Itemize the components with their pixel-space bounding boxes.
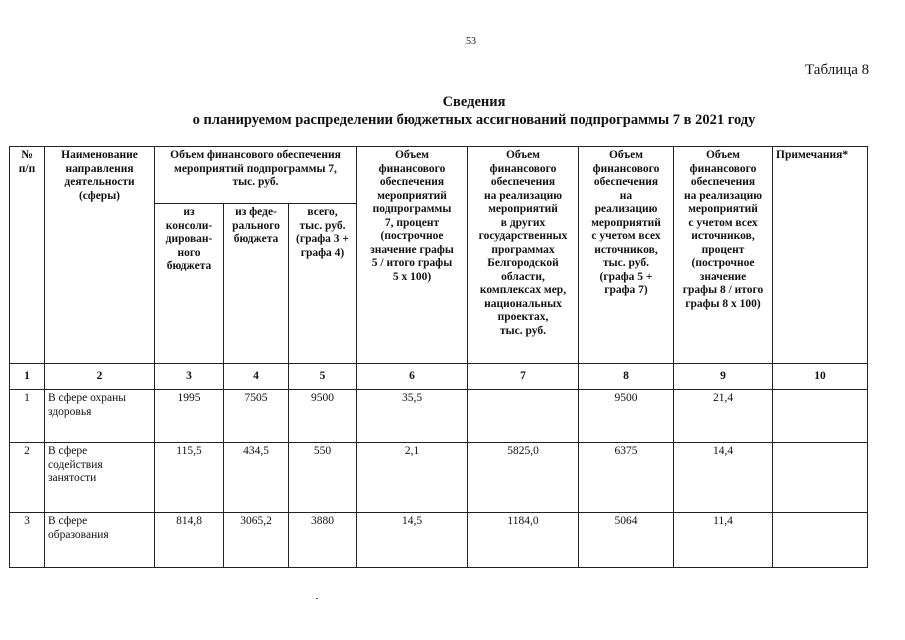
cell-other-programs: 1184,0 [468, 513, 579, 568]
document-title [0, 93, 905, 129]
cell-note [773, 443, 868, 513]
cell-federal: 3065,2 [224, 513, 289, 568]
column-number: 9 [674, 364, 773, 390]
cell-all-sources: 6375 [579, 443, 674, 513]
cell-federal: 7505 [224, 390, 289, 443]
table-row [10, 390, 868, 443]
budget-allocation-table [9, 146, 868, 568]
column-number: 7 [468, 364, 579, 390]
header-col7-other-programs: Объем финансового обеспечения на реализацию мероприятий в других государственных программах Белгородской области, комплексах мер, национальных проектах, тыс. руб. [468, 147, 579, 364]
cell-consolidated: 1995 [155, 390, 224, 443]
cell-all-sources-percent: 11,4 [674, 513, 773, 568]
column-number: 1 [10, 364, 45, 390]
header-name: Наименование направления деятельности (сферы) [45, 147, 155, 364]
cell-all-sources: 9500 [579, 390, 674, 443]
table-row [10, 443, 868, 513]
row-number: 3 [10, 513, 45, 568]
cell-other-programs: 5825,0 [468, 443, 579, 513]
table-row [10, 513, 868, 568]
header-col10-notes: Примечания* [773, 147, 868, 364]
header-financing-group: Объем финансового обеспечения мероприятий подпрограммы 7, тыс. руб. [155, 147, 357, 204]
cell-total: 550 [289, 443, 357, 513]
row-number: 1 [10, 390, 45, 443]
row-name: В сфере охраны здоровья [45, 390, 155, 443]
cell-consolidated: 115,5 [155, 443, 224, 513]
page-number: 53 [466, 36, 476, 47]
scan-speck [316, 598, 318, 599]
header-col8-all-sources: Объем финансового обеспечения на реализацию мероприятий с учетом всех источников, тыс. руб. (графа 5 + графа 7) [579, 147, 674, 364]
column-number: 2 [45, 364, 155, 390]
cell-federal: 434,5 [224, 443, 289, 513]
cell-percent: 35,5 [357, 390, 468, 443]
column-number-row [10, 364, 868, 390]
header-sub-total: всего, тыс. руб. (графа 3 + графа 4) [289, 204, 357, 364]
cell-note [773, 513, 868, 568]
column-number: 10 [773, 364, 868, 390]
column-number: 8 [579, 364, 674, 390]
column-number: 5 [289, 364, 357, 390]
cell-total: 9500 [289, 390, 357, 443]
cell-all-sources-percent: 21,4 [674, 390, 773, 443]
column-number: 3 [155, 364, 224, 390]
column-number: 6 [357, 364, 468, 390]
title-line-2: о планируемом распределении бюджетных ассигнований подпрограммы 7 в 2021 году [192, 112, 756, 128]
cell-other-programs [468, 390, 579, 443]
row-name: В сфере содействия занятости [45, 443, 155, 513]
cell-note [773, 390, 868, 443]
cell-percent: 14,5 [357, 513, 468, 568]
header-sub-federal: из феде- рального бюджета [224, 204, 289, 364]
header-sub-consolidated: из консоли- дирован- ного бюджета [155, 204, 224, 364]
column-number: 4 [224, 364, 289, 390]
row-number: 2 [10, 443, 45, 513]
row-name: В сфере образования [45, 513, 155, 568]
cell-consolidated: 814,8 [155, 513, 224, 568]
title-line-1: Сведения [442, 94, 506, 110]
header-num: № п/п [10, 147, 45, 364]
cell-percent: 2,1 [357, 443, 468, 513]
header-row-top [10, 147, 868, 204]
cell-all-sources-percent: 14,4 [674, 443, 773, 513]
cell-all-sources: 5064 [579, 513, 674, 568]
cell-total: 3880 [289, 513, 357, 568]
table-label: Таблица 8 [805, 62, 870, 78]
header-col9-all-sources-percent: Объем финансового обеспечения на реализацию мероприятий с учетом всех источников, процент (построчное значение графы 8 / итого графы 8 х 100) [674, 147, 773, 364]
header-col6-percent: Объем финансового обеспечения мероприятий подпрограммы 7, процент (построчное значение графы 5 / итого графы 5 х 100) [357, 147, 468, 364]
